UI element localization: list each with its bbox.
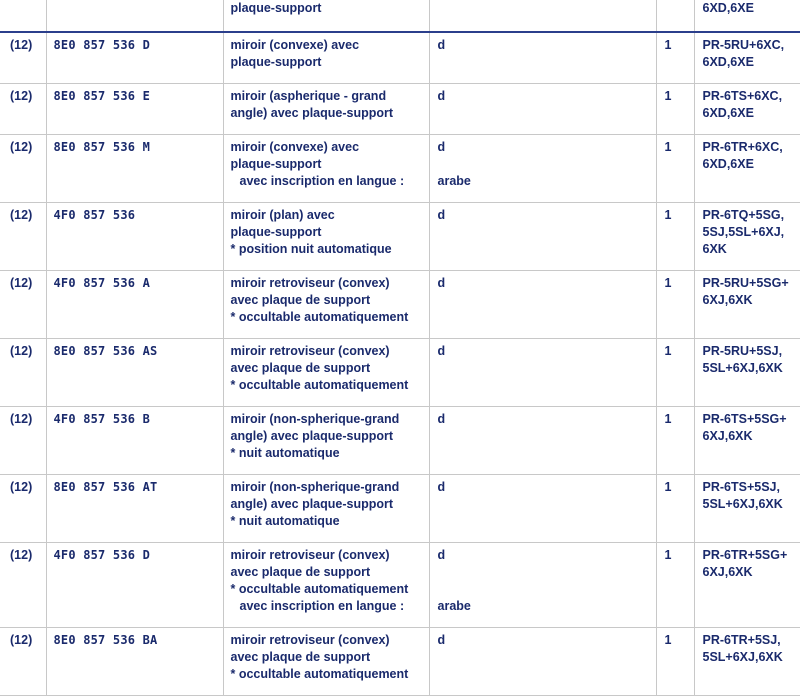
table-row [0, 134, 800, 202]
part-number-cell: 8E0 857 536 BA [46, 627, 223, 695]
remark-cell [429, 406, 656, 474]
quantity-cell: 1 [656, 542, 694, 627]
part-number-cell: 8E0 857 536 M [46, 134, 223, 202]
description-line: plaque-support [230, 156, 322, 171]
quantity-cell [656, 0, 694, 32]
part-number-cell: 8E0 857 536 AS [46, 338, 223, 406]
description-line: plaque-support [230, 224, 322, 239]
description-line: miroir (convexe) avec [230, 139, 360, 154]
model-code-line: 6XJ,6XK [702, 292, 753, 307]
description-line: * occultable automatiquement [230, 581, 409, 596]
model-code-line: 5SL+6XJ,6XK [702, 360, 783, 375]
language-value: arabe [437, 173, 471, 188]
remark-cell [429, 83, 656, 134]
quantity-cell: 1 [656, 134, 694, 202]
remark-code: d [437, 139, 446, 154]
description-cell [223, 32, 429, 83]
remark-code: d [437, 411, 446, 426]
part-number-cell: 4F0 857 536 D [46, 542, 223, 627]
model-code-line: PR-6TS+5SJ, [702, 479, 780, 494]
description-line: * nuit automatique [230, 445, 340, 460]
table-row [0, 83, 800, 134]
remark-code: d [437, 207, 446, 222]
description-line: avec plaque de support [230, 564, 371, 579]
remark-code: d [437, 343, 446, 358]
remark-code: d [437, 88, 446, 103]
model-code-line: 6XD,6XE [702, 55, 754, 69]
description-cell [223, 542, 429, 627]
description-line: angle) avec plaque-support [230, 105, 394, 120]
part-number-cell: 8E0 857 536 E [46, 83, 223, 134]
description-line: angle) avec plaque-support [230, 496, 394, 511]
remark-cell [429, 338, 656, 406]
description-cell [223, 627, 429, 695]
model-code-line: 6XJ,6XK [702, 428, 753, 443]
model-code-cell [694, 627, 800, 695]
model-code-cell [694, 406, 800, 474]
table-row [0, 627, 800, 695]
description-line: miroir (convexe) avec [230, 38, 360, 52]
position-cell: (12) [0, 474, 46, 542]
table-row [0, 542, 800, 627]
part-number-cell: 4F0 857 536 A [46, 270, 223, 338]
language-value: arabe [437, 598, 471, 613]
quantity-cell: 1 [656, 406, 694, 474]
quantity-cell: 1 [656, 202, 694, 270]
remark-cell [429, 202, 656, 270]
quantity-cell: 1 [656, 32, 694, 83]
remark-code: d [437, 275, 446, 290]
model-code-line: PR-5RU+5SG+ [702, 275, 789, 290]
model-code-cell [694, 134, 800, 202]
description-cell [223, 83, 429, 134]
model-code-cell [694, 542, 800, 627]
position-cell: (12) [0, 202, 46, 270]
description-line: miroir (non-spherique-grand [230, 479, 400, 494]
quantity-cell: 1 [656, 83, 694, 134]
description-line: * occultable automatiquement [230, 309, 409, 324]
table-row [0, 406, 800, 474]
description-cell [223, 338, 429, 406]
position-cell: (12) [0, 338, 46, 406]
description-line: avec plaque de support [230, 649, 371, 664]
description-line: miroir (aspherique - grand [230, 88, 387, 103]
description-line: miroir retroviseur (convex) [230, 343, 390, 358]
description-line: * occultable automatiquement [230, 666, 409, 681]
description-line: miroir retroviseur (convex) [230, 547, 390, 562]
part-number-cell: 4F0 857 536 [46, 202, 223, 270]
model-code-cell [694, 338, 800, 406]
position-cell: (12) [0, 83, 46, 134]
model-code-line: 5SL+6XJ,6XK [702, 649, 783, 664]
description-line: plaque-support [230, 55, 322, 69]
description-line: miroir (plan) avec [230, 207, 335, 222]
quantity-cell: 1 [656, 338, 694, 406]
remark-code: d [437, 632, 446, 647]
table-row [0, 474, 800, 542]
remark-cell [429, 627, 656, 695]
remark-cell [429, 542, 656, 627]
table-row [0, 270, 800, 338]
table-row [0, 32, 800, 83]
remark-cell [429, 134, 656, 202]
model-code-line: 6XD,6XE [702, 1, 754, 15]
model-code-cell [694, 32, 800, 83]
remark-cell [429, 474, 656, 542]
model-code-line: PR-5RU+6XC, [702, 38, 785, 52]
model-code-line: PR-6TR+6XC, [702, 139, 783, 154]
position-cell: (12) [0, 542, 46, 627]
model-code-line: 5SL+6XJ,6XK [702, 496, 783, 511]
model-code-line: 5SJ,5SL+6XJ, [702, 224, 785, 239]
model-code-line: PR-6TR+5SJ, [702, 632, 781, 647]
model-code-line: 6XJ,6XK [702, 564, 753, 579]
position-cell [0, 0, 46, 32]
model-code-line: PR-5RU+5SJ, [702, 343, 783, 358]
description-line: * nuit automatique [230, 513, 340, 528]
model-code-line: PR-6TS+6XC, [702, 88, 783, 103]
description-cell [223, 474, 429, 542]
model-code-cell [694, 83, 800, 134]
remark-code: d [437, 547, 446, 562]
position-cell: (12) [0, 406, 46, 474]
model-code-line: PR-6TS+5SG+ [702, 411, 787, 426]
part-number-cell: 8E0 857 536 D [46, 32, 223, 83]
description-line: avec inscription en langue : [239, 173, 405, 188]
table-row [0, 202, 800, 270]
part-number-cell: 4F0 857 536 B [46, 406, 223, 474]
remark-cell [429, 0, 656, 32]
description-cell [223, 406, 429, 474]
description-line: * occultable automatiquement [230, 377, 409, 392]
model-code-cell [694, 474, 800, 542]
model-code-line: 6XK [702, 241, 727, 256]
description-cell [223, 134, 429, 202]
description-cell [223, 202, 429, 270]
model-code-line: PR-6TR+5SG+ [702, 547, 788, 562]
description-line: miroir retroviseur (convex) [230, 632, 390, 647]
remark-code: d [437, 38, 446, 52]
remark-code: d [437, 479, 446, 494]
description-line: angle) avec plaque-support [230, 428, 394, 443]
description-line: avec plaque de support [230, 360, 371, 375]
description-line: plaque-support [230, 1, 322, 15]
model-code-line: PR-6TQ+5SG, [702, 207, 785, 222]
description-line: avec plaque de support [230, 292, 371, 307]
remark-cell [429, 270, 656, 338]
position-cell: (12) [0, 32, 46, 83]
position-cell: (12) [0, 627, 46, 695]
description-line: avec inscription en langue : [239, 598, 405, 613]
position-cell: (12) [0, 134, 46, 202]
description-cell [223, 270, 429, 338]
model-code-line: 6XD,6XE [702, 156, 754, 171]
description-line: miroir retroviseur (convex) [230, 275, 390, 290]
model-code-cell [694, 0, 800, 32]
table-row [0, 0, 800, 32]
model-code-cell [694, 202, 800, 270]
description-line: * position nuit automatique [230, 241, 392, 256]
table-row [0, 338, 800, 406]
quantity-cell: 1 [656, 627, 694, 695]
model-code-cell [694, 270, 800, 338]
part-number-cell: 8E0 857 536 AT [46, 474, 223, 542]
description-cell [223, 0, 429, 32]
quantity-cell: 1 [656, 270, 694, 338]
model-code-line: 6XD,6XE [702, 105, 754, 120]
quantity-cell: 1 [656, 474, 694, 542]
description-line: miroir (non-spherique-grand [230, 411, 400, 426]
part-number-cell [46, 0, 223, 32]
position-cell: (12) [0, 270, 46, 338]
remark-cell [429, 32, 656, 83]
